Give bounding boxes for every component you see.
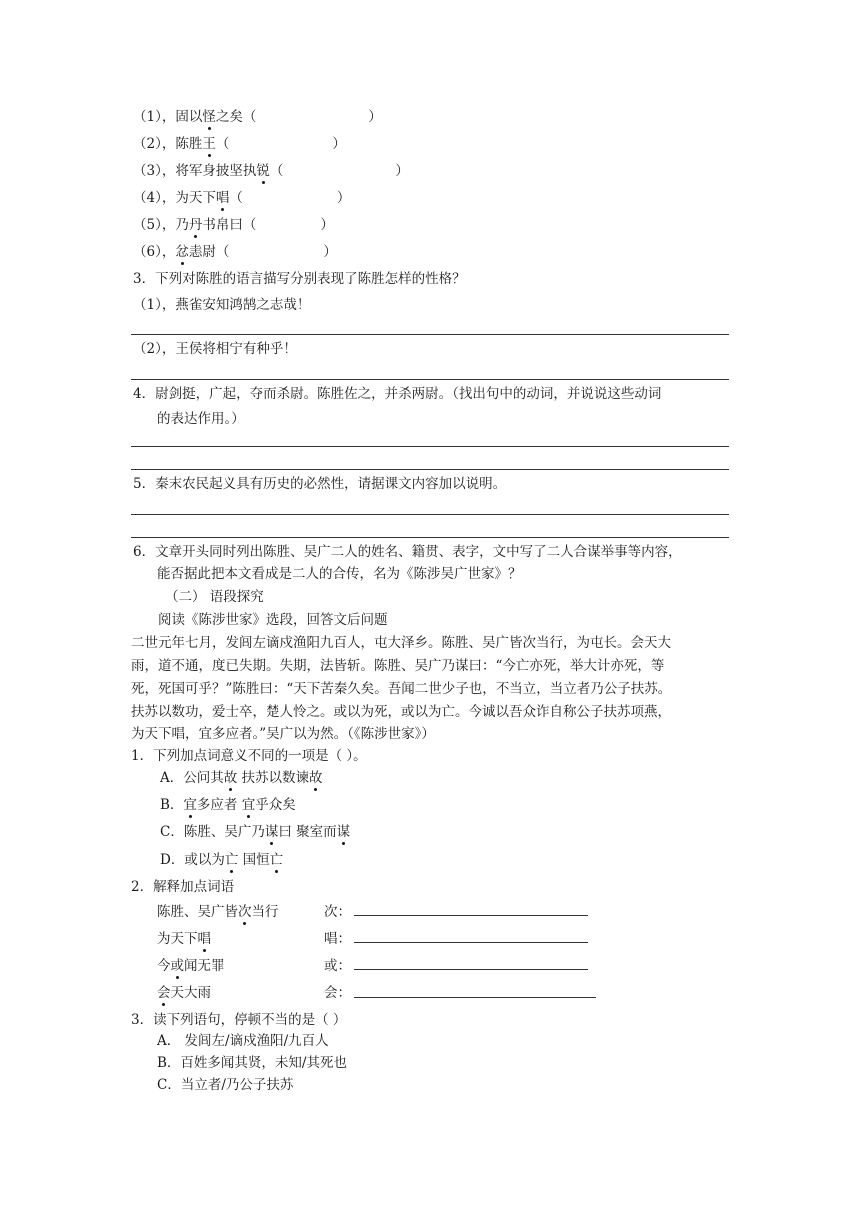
explain-key: 或： — [324, 958, 351, 974]
question-4-line1: 4．尉剑挺，广起，夺而杀尉。陈胜佐之，并杀两尉。（找出句中的动词，并说说这些动词 — [133, 386, 662, 402]
answer-line[interactable] — [131, 334, 729, 335]
explain-key: 次： — [324, 904, 351, 920]
answer-line[interactable] — [354, 942, 588, 943]
item-2: （2），陈胜王（ ） — [133, 136, 346, 152]
passage-line: 扶苏以数功，爱士卒，楚人怜之。或以为死，或以为亡。今诚以吾众诈自称公子扶苏项燕， — [131, 704, 671, 720]
question-3: 3．下列对陈胜的语言描写分别表现了陈胜怎样的性格？ — [133, 271, 466, 287]
question-3-b: （2），王侯将相宁有种乎！ — [133, 341, 297, 357]
question-6-line1: 6．文章开头同时列出陈胜、吴广二人的姓名、籍贯、表字，文中写了二人合谋举事等内容， — [133, 544, 682, 560]
option-d[interactable]: D．或以为亡 国恒亡 — [160, 852, 284, 868]
item-5: （5），乃丹书帛曰（ ） — [133, 217, 334, 233]
explain-key: 会： — [324, 985, 351, 1001]
passage-line: 二世元年七月，发闾左谪戍渔阳九百人，屯大泽乡。陈胜、吴广皆次当行，为屯长。会天大 — [131, 635, 671, 651]
explain-key: 唱： — [324, 931, 351, 947]
passage-line: 为天下唱，宜多应者。”吴广以为然。（《陈涉世家》） — [131, 726, 435, 742]
answer-line[interactable] — [131, 514, 729, 515]
item-1: （1），固以怪之矣（ ） — [133, 109, 382, 125]
passage-line: 雨，道不通，度已失期。失期，法皆斩。陈胜、吴广乃谋曰：“今亡亦死，举大计亦死，等 — [131, 658, 665, 674]
option-a[interactable]: A．公问其故 扶苏以数谏故 — [160, 770, 323, 786]
item-6: （6），忿恚尉（ ） — [133, 244, 337, 260]
option-a[interactable]: A． 发闾左/谪戍渔阳/九百人 — [157, 1033, 329, 1049]
answer-line[interactable] — [354, 915, 588, 916]
section-heading: （二） 语段探究 — [165, 589, 264, 605]
answer-line[interactable] — [131, 379, 729, 380]
option-b[interactable]: B．宜多应者 宜乎众矣 — [160, 797, 296, 813]
answer-line[interactable] — [131, 537, 729, 538]
passage-question-3: 3．读下列语句，停顿不当的是（ ） — [131, 1012, 347, 1028]
reading-intro: 阅读《陈涉世家》选段，回答文后问题 — [158, 612, 388, 628]
passage-question-1: 1．下列加点词意义不同的一项是（ ）。 — [131, 748, 367, 764]
answer-line[interactable] — [131, 446, 729, 447]
answer-line[interactable] — [354, 997, 596, 998]
passage-line: 死，死国可乎？”陈胜曰：“天下苦秦久矣。吾闻二世少子也，不当立，当立者乃公子扶苏。 — [131, 681, 672, 697]
passage-question-2: 2．解释加点词语 — [131, 879, 235, 895]
question-5: 5．秦末农民起义具有历史的必然性，请据课文内容加以说明。 — [133, 476, 507, 492]
explain-row: 陈胜、吴广皆次当行 — [157, 904, 279, 920]
question-3-a: （1），燕雀安知鸿鹄之志哉！ — [133, 297, 311, 313]
option-b[interactable]: B．百姓多闻其贤，未知/其死也 — [157, 1055, 347, 1071]
answer-line[interactable] — [131, 469, 729, 470]
item-4: （4），为天下唱（ ） — [133, 190, 351, 206]
option-c[interactable]: C．当立者/乃公子扶苏 — [157, 1077, 294, 1093]
question-6-line2: 能否据此把本文看成是二人的合传，名为《陈涉吴广世家》？ — [157, 566, 522, 582]
option-c[interactable]: C．陈胜、吴广乃谋曰 聚室而谋 — [160, 824, 351, 840]
explain-row: 为天下唱 — [157, 931, 211, 947]
explain-row: 今或闻无罪 — [157, 958, 225, 974]
explain-row: 会天大雨 — [157, 985, 211, 1001]
answer-line[interactable] — [354, 969, 588, 970]
item-3: （3），将军身披坚执锐（ ） — [133, 163, 409, 179]
question-4-line2: 的表达作用。） — [157, 411, 245, 427]
